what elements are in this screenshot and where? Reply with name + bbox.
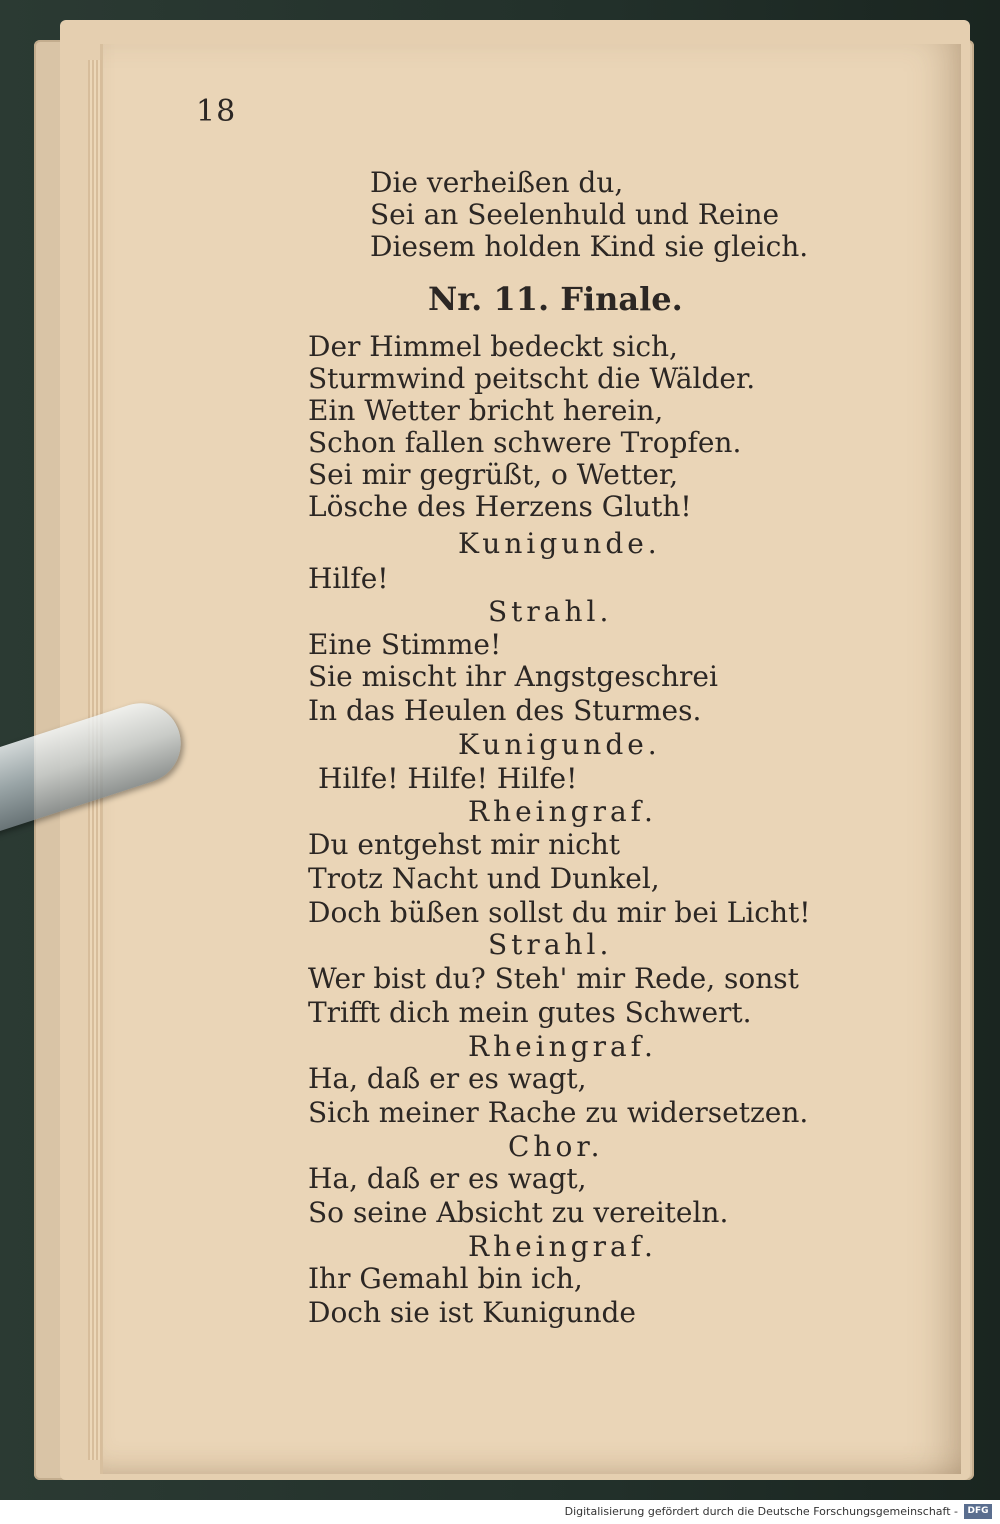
text-line: Eine Stimme! — [308, 628, 502, 661]
speaker-name: Rheingraf. — [468, 795, 657, 828]
speaker-name: Strahl. — [488, 595, 613, 628]
speaker-name: Kunigunde. — [458, 728, 661, 761]
text-line: In das Heulen des Sturmes. — [308, 694, 702, 727]
text-line: Ein Wetter bricht herein, — [308, 394, 664, 427]
section-heading: Nr. 11. Finale. — [428, 280, 683, 318]
verse-line: Diesem holden Kind sie gleich. — [370, 230, 809, 263]
verse-line: Die verheißen du, — [370, 166, 624, 199]
speaker-name: Chor. — [508, 1130, 604, 1163]
text-line: Ihr Gemahl bin ich, — [308, 1262, 583, 1295]
speaker-name: Kunigunde. — [458, 527, 661, 560]
text-line: Hilfe! Hilfe! Hilfe! — [318, 762, 578, 795]
page-number: 18 — [196, 94, 237, 129]
speaker-name: Strahl. — [488, 928, 613, 961]
text-line: Trifft dich mein gutes Schwert. — [308, 996, 752, 1029]
text-line: Sei mir gegrüßt, o Wetter, — [308, 458, 679, 491]
text-line: Sich meiner Rache zu widersetzen. — [308, 1096, 809, 1129]
text-line: Sie mischt ihr Angstgeschrei — [308, 660, 718, 693]
text-line: Hilfe! — [308, 562, 389, 595]
text-line: Sturmwind peitscht die Wälder. — [308, 362, 756, 395]
speaker-name: Rheingraf. — [468, 1230, 657, 1263]
text-line: Doch sie ist Kunigunde — [308, 1296, 637, 1329]
funding-credit: Digitalisierung gefördert durch die Deutsche Forschungsgemeinschaft - — [564, 1505, 958, 1518]
text-line: Trotz Nacht und Dunkel, — [308, 862, 660, 895]
text-line: Lösche des Herzens Gluth! — [308, 490, 692, 523]
text-line: Der Himmel bedeckt sich, — [308, 330, 678, 363]
text-line: Ha, daß er es wagt, — [308, 1062, 587, 1095]
text-line: Schon fallen schwere Tropfen. — [308, 426, 742, 459]
text-line: Ha, daß er es wagt, — [308, 1162, 587, 1195]
dfg-logo: DFG — [964, 1504, 992, 1519]
text-line: Wer bist du? Steh' mir Rede, sonst — [308, 962, 799, 995]
text-line: Doch büßen sollst du mir bei Licht! — [308, 896, 811, 929]
text-line: So seine Absicht zu vereiteln. — [308, 1196, 729, 1229]
speaker-name: Rheingraf. — [468, 1030, 657, 1063]
text-line: Du entgehst mir nicht — [308, 828, 621, 861]
verse-line: Sei an Seelenhuld und Reine — [370, 198, 780, 231]
